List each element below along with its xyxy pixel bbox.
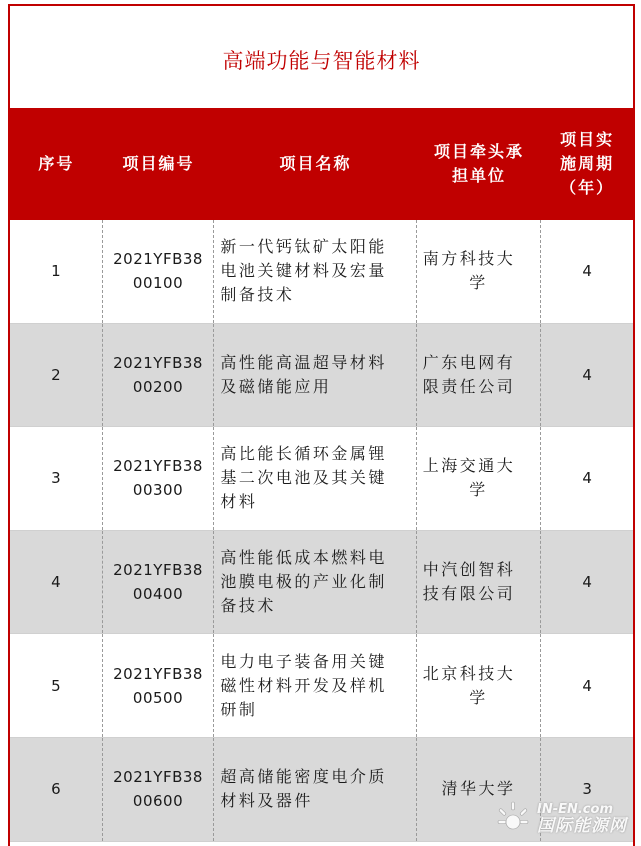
cell-name	[214, 738, 416, 841]
watermark-logo	[493, 798, 627, 838]
cell-name-line: 研制	[220, 699, 258, 719]
cell-unit	[417, 427, 542, 530]
cell-name	[214, 220, 416, 323]
cell-name-line: 新一代钙钛矿太阳能	[220, 237, 387, 257]
cell-name-line: 电池关键材料及宏量	[220, 261, 387, 281]
header-code: 项目编号	[122, 154, 195, 173]
cell-unit-a: 上海交通大	[422, 456, 516, 476]
cell-code	[103, 220, 215, 323]
table-frame	[8, 4, 635, 846]
cell-name-line: 高比能长循环金属锂	[220, 444, 387, 464]
watermark-cn: 国际能源网	[537, 816, 627, 836]
cell-code-b: 00600	[132, 792, 184, 811]
cell-name	[214, 324, 416, 427]
cell-name-line: 材料及器件	[220, 791, 313, 811]
cell-period: 4	[582, 365, 592, 384]
cell-unit-a: 广东电网有	[422, 352, 516, 372]
cell-code-b: 00300	[132, 481, 184, 500]
cell-unit	[417, 220, 542, 323]
cell-period: 3	[582, 780, 592, 799]
cell-name-line: 高性能高温超导材料	[220, 352, 387, 372]
cell-code	[103, 427, 215, 530]
cell-unit-b: 学	[469, 480, 488, 500]
cell-unit-b: 学	[469, 687, 488, 707]
cell-no: 4	[10, 531, 103, 634]
header-unit-line1: 项目牵头承	[433, 142, 524, 161]
header-name: 项目名称	[279, 154, 352, 173]
cell-no: 5	[10, 634, 103, 737]
cell-unit-a: 南方科技大	[422, 249, 516, 269]
cell-code-a: 2021YFB38	[113, 664, 203, 683]
cell-code-a: 2021YFB38	[113, 353, 203, 372]
table-row	[10, 634, 633, 738]
cell-name-line: 超高储能密度电介质	[220, 767, 387, 787]
table-row	[10, 324, 633, 428]
cell-no: 6	[10, 738, 103, 841]
cell-code-a: 2021YFB38	[113, 250, 203, 269]
cell-code-a: 2021YFB38	[113, 768, 203, 787]
cell-unit-a: 北京科技大	[422, 663, 516, 683]
watermark-en: IN-EN.com	[537, 802, 613, 817]
header-unit	[417, 108, 542, 220]
cell-name-line: 池膜电极的产业化制	[220, 572, 387, 592]
cell-name-line: 制备技术	[220, 285, 295, 305]
table-row	[10, 427, 633, 531]
header-no: 序号	[38, 154, 75, 173]
cell-code	[103, 634, 215, 737]
cell-unit-a: 中汽创智科	[422, 560, 516, 580]
cell-name-line: 备技术	[220, 596, 276, 616]
cell-period: 4	[582, 676, 592, 695]
cell-unit-b: 技有限公司	[422, 584, 516, 604]
cell-unit-b: 限责任公司	[422, 376, 516, 396]
cell-period: 4	[582, 573, 592, 592]
cell-name	[214, 634, 416, 737]
cell-name-line: 及磁储能应用	[220, 376, 332, 396]
cell-name-line: 材料	[220, 492, 258, 512]
cell-no: 1	[10, 220, 103, 323]
cell-unit-b: 学	[469, 273, 488, 293]
cell-code-b: 00200	[132, 377, 184, 396]
cell-code	[103, 531, 215, 634]
cell-name	[214, 531, 416, 634]
cell-period: 4	[582, 469, 592, 488]
cell-unit	[417, 634, 542, 737]
cell-code	[103, 324, 215, 427]
header-period-line3: （年）	[560, 178, 615, 197]
table-header	[10, 108, 633, 220]
cell-unit-a: 清华大学	[441, 779, 516, 799]
header-period-line2: 施周期	[560, 154, 615, 173]
table-body	[10, 220, 633, 842]
cell-name-line: 高性能低成本燃料电	[220, 548, 387, 568]
cell-no: 3	[10, 427, 103, 530]
cell-code-b: 00100	[132, 274, 184, 293]
sun-logo-icon	[493, 798, 533, 838]
title-area	[10, 6, 633, 106]
header-period-line1: 项目实	[560, 130, 615, 149]
cell-name-line: 基二次电池及其关键	[220, 468, 387, 488]
cell-name-line: 电力电子装备用关键	[220, 651, 387, 671]
table-row	[10, 531, 633, 635]
cell-unit	[417, 324, 542, 427]
cell-name-line: 磁性材料开发及样机	[220, 675, 387, 695]
cell-name	[214, 427, 416, 530]
cell-unit	[417, 531, 542, 634]
cell-code-b: 00400	[132, 585, 184, 604]
page-title: 高端功能与智能材料	[222, 49, 421, 73]
cell-code-b: 00500	[132, 688, 184, 707]
header-period	[541, 108, 633, 220]
table-row	[10, 220, 633, 324]
cell-code-a: 2021YFB38	[113, 561, 203, 580]
cell-code-a: 2021YFB38	[113, 457, 203, 476]
header-unit-line2: 担单位	[451, 166, 506, 185]
cell-code	[103, 738, 215, 841]
cell-no: 2	[10, 324, 103, 427]
cell-period: 4	[582, 262, 592, 281]
